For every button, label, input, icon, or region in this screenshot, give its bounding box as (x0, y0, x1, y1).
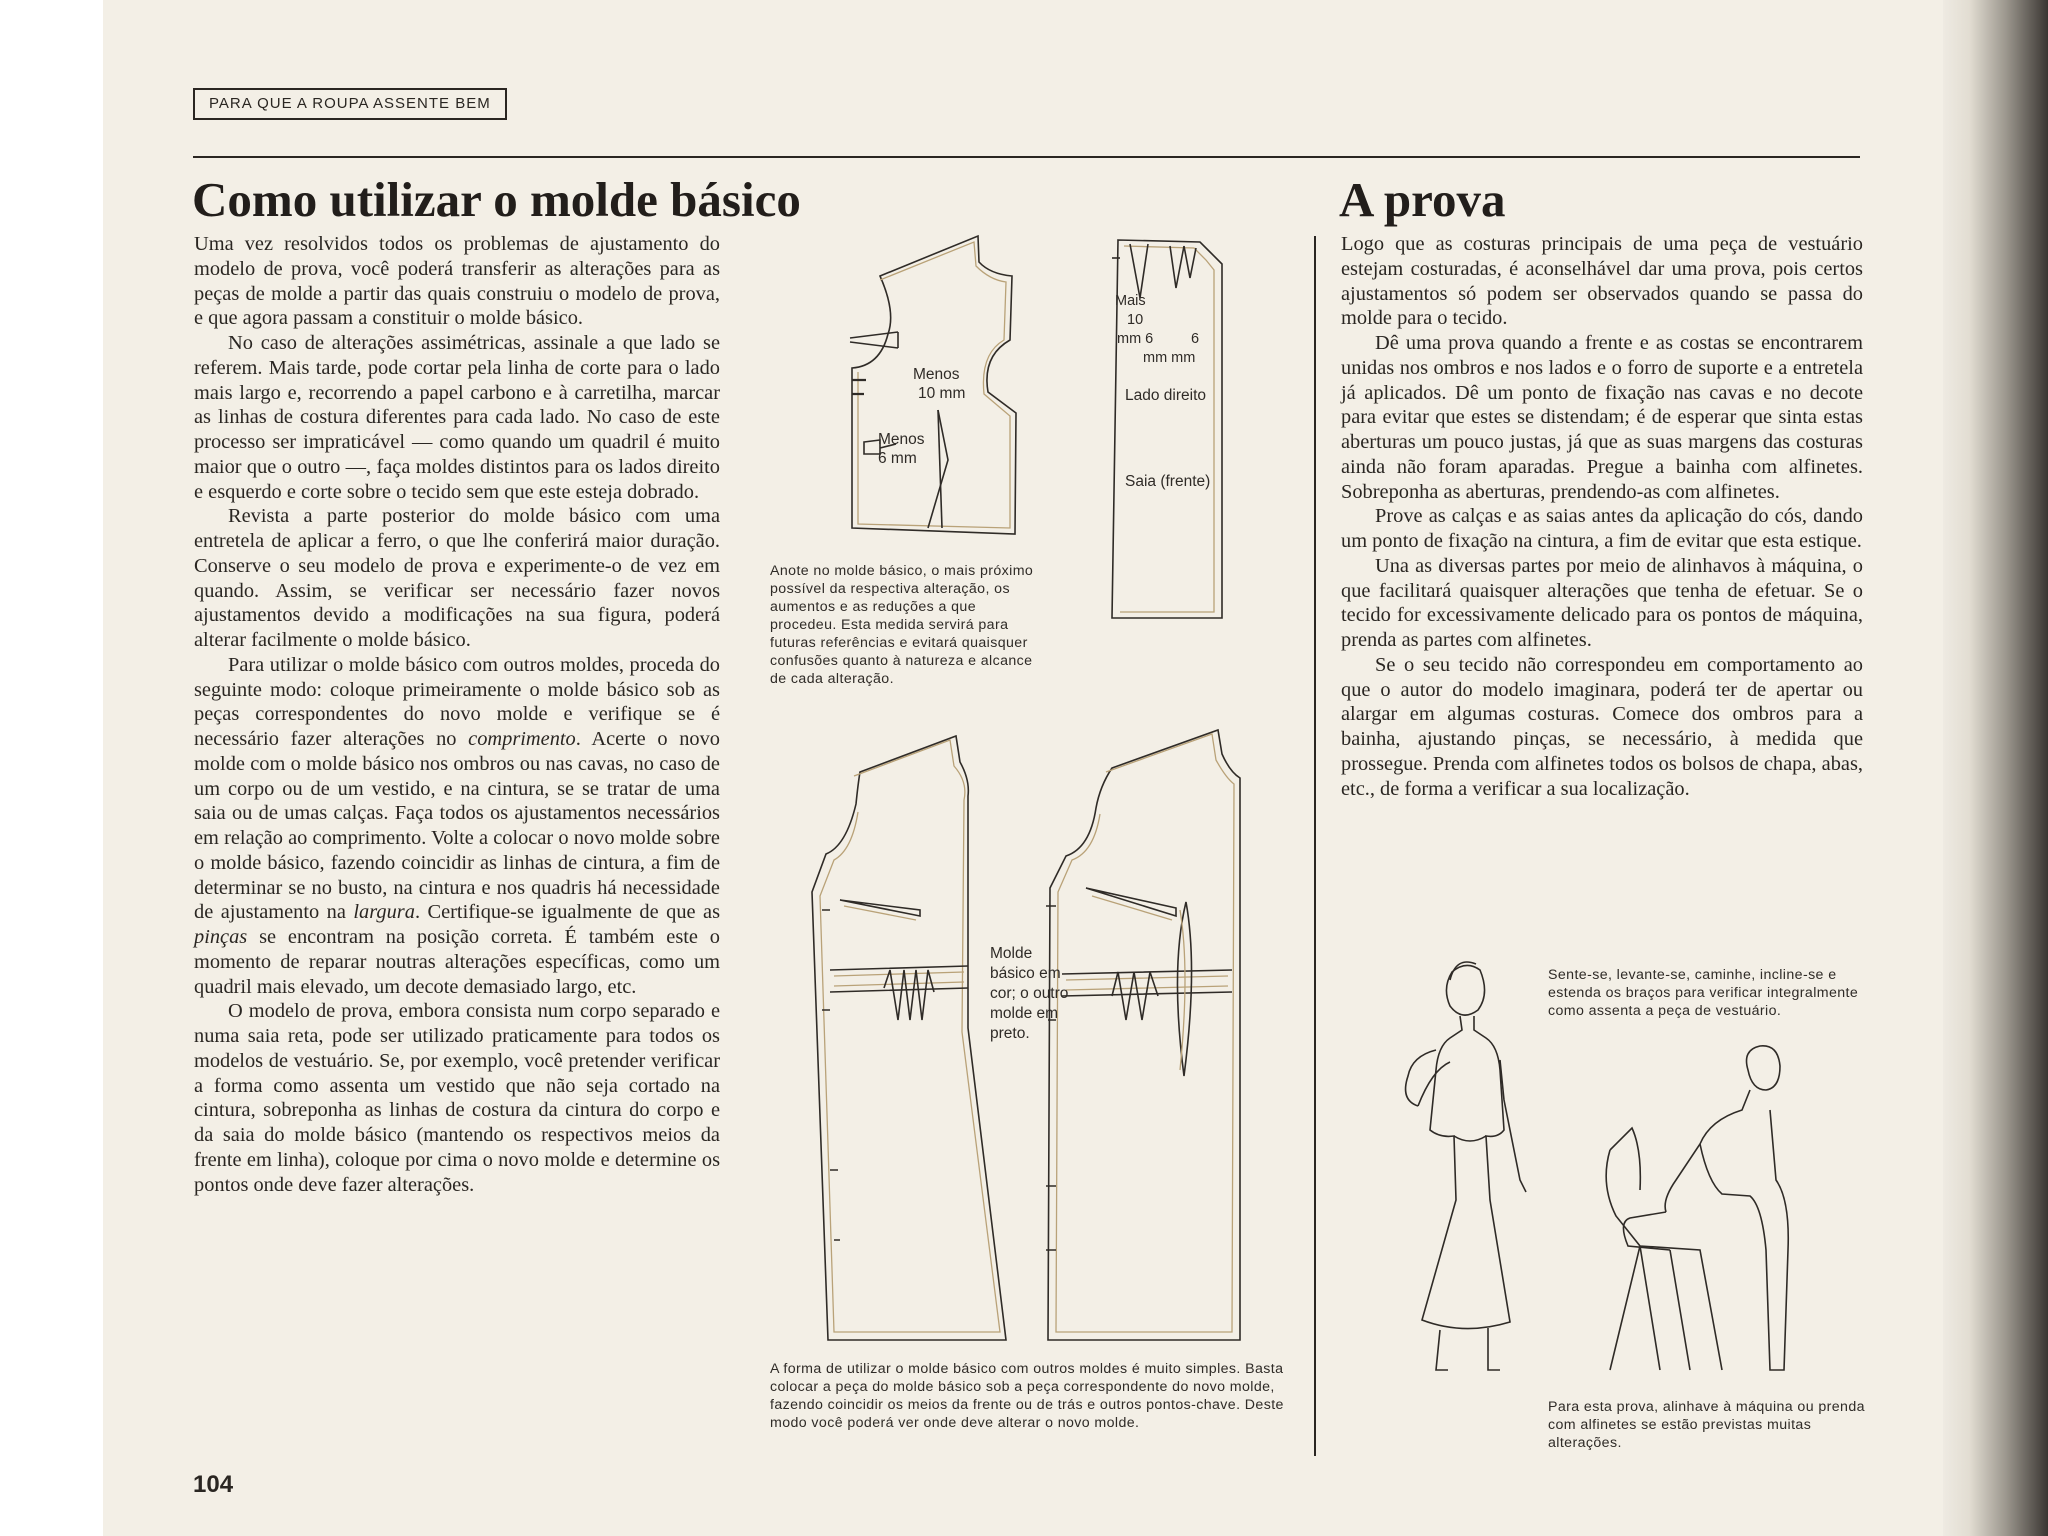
top-diagram-caption-text: Anote no molde básico, o mais próximo possível da respectiva alteração, os aumentos e as reduções a que procedeu. Esta medida servirá para futuras referências e evitará quaisquer confusões quanto à natureza e alcance de cada alteração. (770, 563, 1034, 687)
right-paragraph-1: Logo que as costuras principais de uma peça de vestuário estejam costuradas, é aconselhável dar uma prova, pois certos ajustamentos só podem ser observados quando se passa do molde para o tecido. (1341, 233, 1863, 330)
left-paragraph-3: Revista a parte posterior do molde básico com uma entretela de aplicar a ferro, o que lhe conferirá maior duração. Conserve o seu modelo de prova e experimente-o de vez em quando. Assim, se verificar ser necessário fazer novos ajustamentos devido a modificações na sua figura, poderá alterar facilmente o molde básico. (194, 505, 720, 651)
emphasis-pincas: pinças (194, 926, 248, 948)
label-menos-2: Menos (878, 431, 925, 448)
page-number: 104 (193, 1471, 234, 1498)
left-paragraph-1: Uma vez resolvidos todos os problemas de ajustamento do modelo de prova, você poderá transferir as alterações para as peças de molde a partir das quais construiu o modelo de prova, e que agora passam a constituir o molde básico. (194, 233, 720, 330)
fitting-caption-top: Sente-se, levante-se, caminhe, incline-se e estenda os braços para verificar integralmente como assenta a peça de vestuário. (1548, 967, 1859, 1019)
label-menos-1-amount: 10 mm (918, 385, 966, 402)
label-menos-2-amount: 6 mm (878, 450, 917, 467)
label-mais-mm6: mm 6 (1117, 331, 1154, 347)
left-paragraph-4-part-c: . Certifique-se igualmente de que as (414, 901, 720, 924)
left-paragraph-4-part-b: . Acerte o novo molde com o molde básico nos ombros ou nas cavas, no caso de um corpo ou de um vestido, e na cintura, se se tratar de uma saia ou de umas calças. Faça todos os ajustamentos necessários em relação ao comprimento. Volte a colocar o novo molde sobre o molde básico, fazendo coincidir as linhas de cintura, a fim de determinar se no busto, na cintura e nos quadris há necessidade de ajustamento na (194, 728, 720, 924)
label-mais-10: 10 (1127, 312, 1144, 328)
label-mais: Mais (1115, 293, 1146, 309)
section-label: PARA QUE A ROUPA ASSENTE BEM (193, 88, 507, 120)
left-dress-overlay (812, 736, 1006, 1340)
left-article-title: Como utilizar o molde básico (192, 172, 801, 227)
standing-woman-figure (1406, 962, 1526, 1370)
emphasis-comprimento: comprimento (468, 728, 576, 750)
left-paragraph-4-part-d: se encontram na posição correta. É também este o momento de reparar noutras alterações específicas, como um quadril mais elevado, um decote demasiado largo, etc. (194, 926, 720, 998)
label-lado-direito: Lado direito (1125, 387, 1207, 404)
book-binding-shadow (1943, 0, 2048, 1536)
left-paragraph-5: O modelo de prova, embora consista num corpo separado e numa saia reta, pode ser utilizado praticamente para todos os modelos de vestuário. Se, por exemplo, você pretender verificar a forma como assenta um vestido que não seja cortado na cintura, sobreponha as linhas de costura da cintura do corpo e da saia do molde básico (mantendo os respectivos meios da frente em linha), coloque por cima o novo molde e determine os pontos onde deve fazer alterações. (194, 1000, 720, 1196)
left-paragraph-4 (194, 653, 720, 1000)
right-paragraph-2: Dê uma prova quando a frente e as costas se encontrarem unidas nos ombros e nos lados e o forro de suporte e a entretela já aplicados. Dê um ponto de fixação nas cavas e no decote para evitar que estes se distendam; é de esperar que sinta estas aberturas um pouco justas, já que as suas margens das costuras ainda não foram aparadas. Pregue a bainha com alfinetes. Sobreponha as aberturas, prendendo-as com alfinetes. (1341, 332, 1863, 503)
right-paragraph-4: Una as diversas partes por meio de alinhavos à máquina, o que facilitará quaisquer alterações que tenha de efetuar. Se o tecido for excessivamente delicado para os pontos de máquina, prenda as partes com alfinetes. (1341, 554, 1863, 651)
emphasis-largura: largura (353, 901, 415, 924)
fitting-caption-bottom: Para esta prova, alinhave à máquina ou prenda com alfinetes se estão previstas muitas alterações. (1548, 1399, 1865, 1451)
right-article-body (1341, 232, 1863, 801)
right-paragraph-3: Prove as calças e as saias antes da aplicação do cós, dando um ponto de fixação na cintura, a fim de evitar que esta estique. (1341, 505, 1863, 552)
label-molde-basico: Molde básico em cor; o outro molde em preto. (990, 945, 1069, 1042)
label-mais-6: 6 (1191, 331, 1200, 347)
header-rule (193, 156, 1860, 158)
right-paragraph-5: Se o seu tecido não correspondeu em comportamento ao que o autor do modelo imaginara, poderá ter de apertar ou alargar em algumas costuras. Comece dos ombros para a bainha, ajustando pinças, se necessário, à medida que prossegue. Prenda com alfinetes todos os bolsos de chapa, abas, etc., de forma a verificar a sua localização. (1341, 653, 1863, 800)
top-diagram-caption (770, 562, 1034, 688)
label-mais-mm-mm: mm mm (1143, 350, 1196, 366)
seated-woman-on-chair-figure (1606, 1046, 1788, 1370)
left-article-body (194, 232, 720, 1197)
label-saia-frente: Saia (frente) (1125, 473, 1211, 490)
column-divider (1314, 236, 1316, 1456)
left-paragraph-4-part-a: Para utilizar o molde básico com outros moldes, proceda do seguinte modo: coloque primeiramente o molde básico sob as peças correspondentes do novo molde e verifique se é necessário fazer alterações no (194, 653, 720, 750)
bottom-diagram-caption: A forma de utilizar o molde básico com outros moldes é muito simples. Basta colocar a peça do molde básico sob a peça correspondente do novo molde, fazendo coincidir os meios da frente ou de trás e outros pontos-chave. Deste modo você poderá ver onde deve alterar o novo molde. (770, 1361, 1284, 1431)
right-article-title: A prova (1339, 172, 1506, 227)
label-menos-1: Menos (913, 366, 960, 383)
left-paragraph-2: No caso de alterações assimétricas, assinale a que lado se referem. Mais tarde, pode cortar pela linha de corte para o lado mais largo e, recorrendo a papel carbono e à carretilha, marcar as linhas de costura diferentes para cada lado. No caso de este processo ser impraticável — como quando um quadril é muito maior que o outro —, faça moldes distintos para os lados direito e esquerdo e corte sobre o tecido sem que este esteja dobrado. (194, 332, 720, 503)
